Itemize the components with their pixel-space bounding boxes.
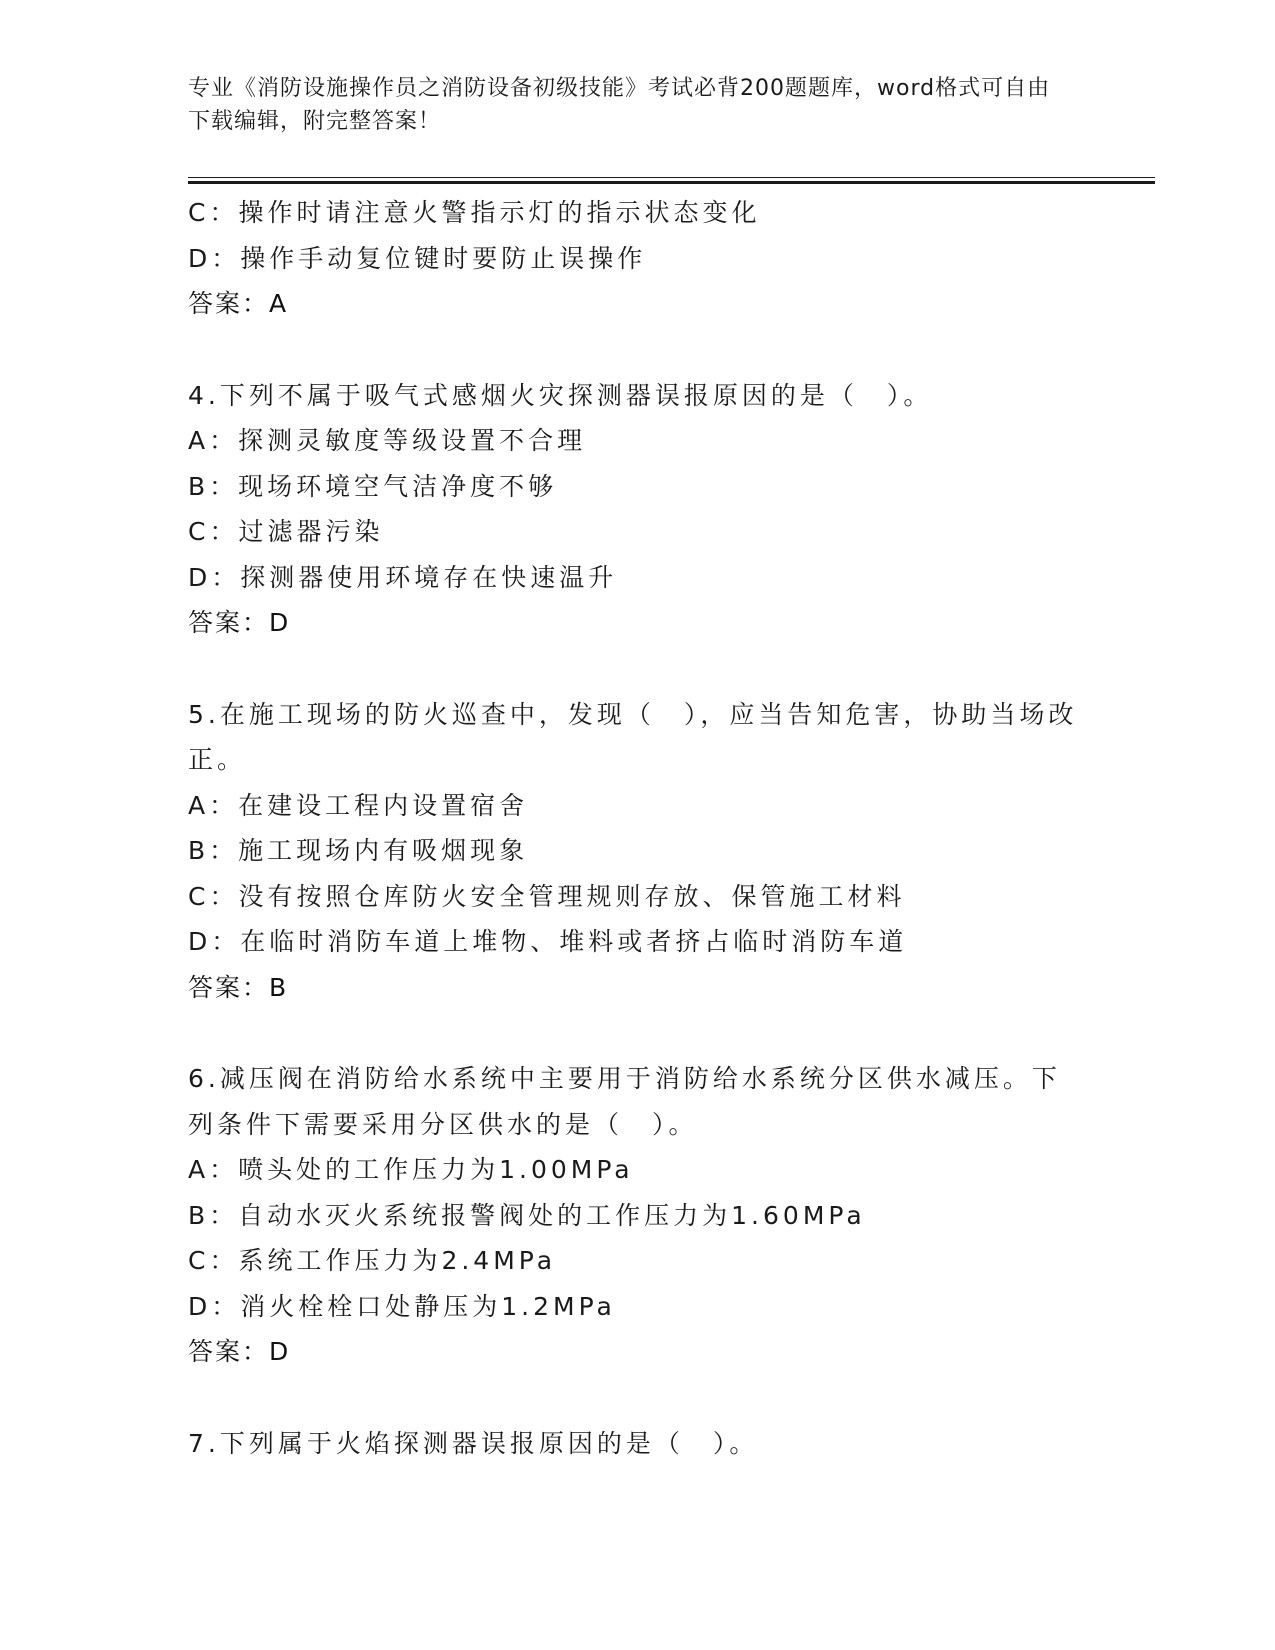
answer-label: 答案：A (188, 289, 289, 318)
option-b: B：施工现场内有吸烟现象 (188, 836, 529, 865)
option-d: D：消火栓栓口处静压为1.2MPa (188, 1291, 616, 1321)
option-c: C：过滤器污染 (188, 517, 384, 546)
option-c: C：系统工作压力为2.4MPa (188, 1246, 557, 1275)
spacer (188, 327, 1088, 373)
document-header: 专业《消防设施操作员之消防设备初级技能》考试必背200题题库，word格式可自由下载编辑，附完整答案！ (188, 76, 1051, 134)
question-5: 5.在施工现场的防火巡查中，发现（ ），应当告知危害，协助当场改正。 (188, 699, 1078, 774)
question-4: 4.下列不属于吸气式感烟火灾探测器误报原因的是（ ）。 (188, 380, 933, 410)
option-a: A：探测灵敏度等级设置不合理 (188, 426, 587, 455)
answer-label: 答案：B (188, 972, 289, 1002)
option-c: C：操作时请注意火警指示灯的指示状态变化 (188, 198, 761, 227)
option-b: B：现场环境空气洁净度不够 (188, 471, 558, 501)
question-6: 6.减压阀在消防给水系统中主要用于消防给水系统分区供水减压。下列条件下需要采用分区供水的是（ ）。 (188, 1064, 1061, 1139)
question-7: 7.下列属于火焰探测器误报原因的是（ ）。 (188, 1428, 759, 1458)
option-c: C：没有按照仓库防火安全管理规则存放、保管施工材料 (188, 881, 906, 911)
option-d: D：操作手动复位键时要防止误操作 (188, 243, 647, 273)
header-divider-thick (188, 181, 1155, 184)
spacer (188, 1010, 1088, 1056)
question-list (188, 190, 1088, 1466)
answer-label: 答案：D (188, 608, 291, 637)
option-d: D：在临时消防车道上堆物、堆料或者挤占临时消防车道 (188, 927, 908, 956)
spacer (188, 646, 1088, 692)
option-a: A：在建设工程内设置宿舍 (188, 790, 529, 820)
option-d: D：探测器使用环境存在快速温升 (188, 562, 618, 592)
option-b: B：自动水灭火系统报警阀处的工作压力为1.60MPa (188, 1200, 866, 1230)
spacer (188, 1375, 1088, 1421)
option-a: A：喷头处的工作压力为1.00MPa (188, 1155, 634, 1184)
header-divider-thin (188, 177, 1155, 178)
answer-label: 答案：D (188, 1337, 291, 1366)
